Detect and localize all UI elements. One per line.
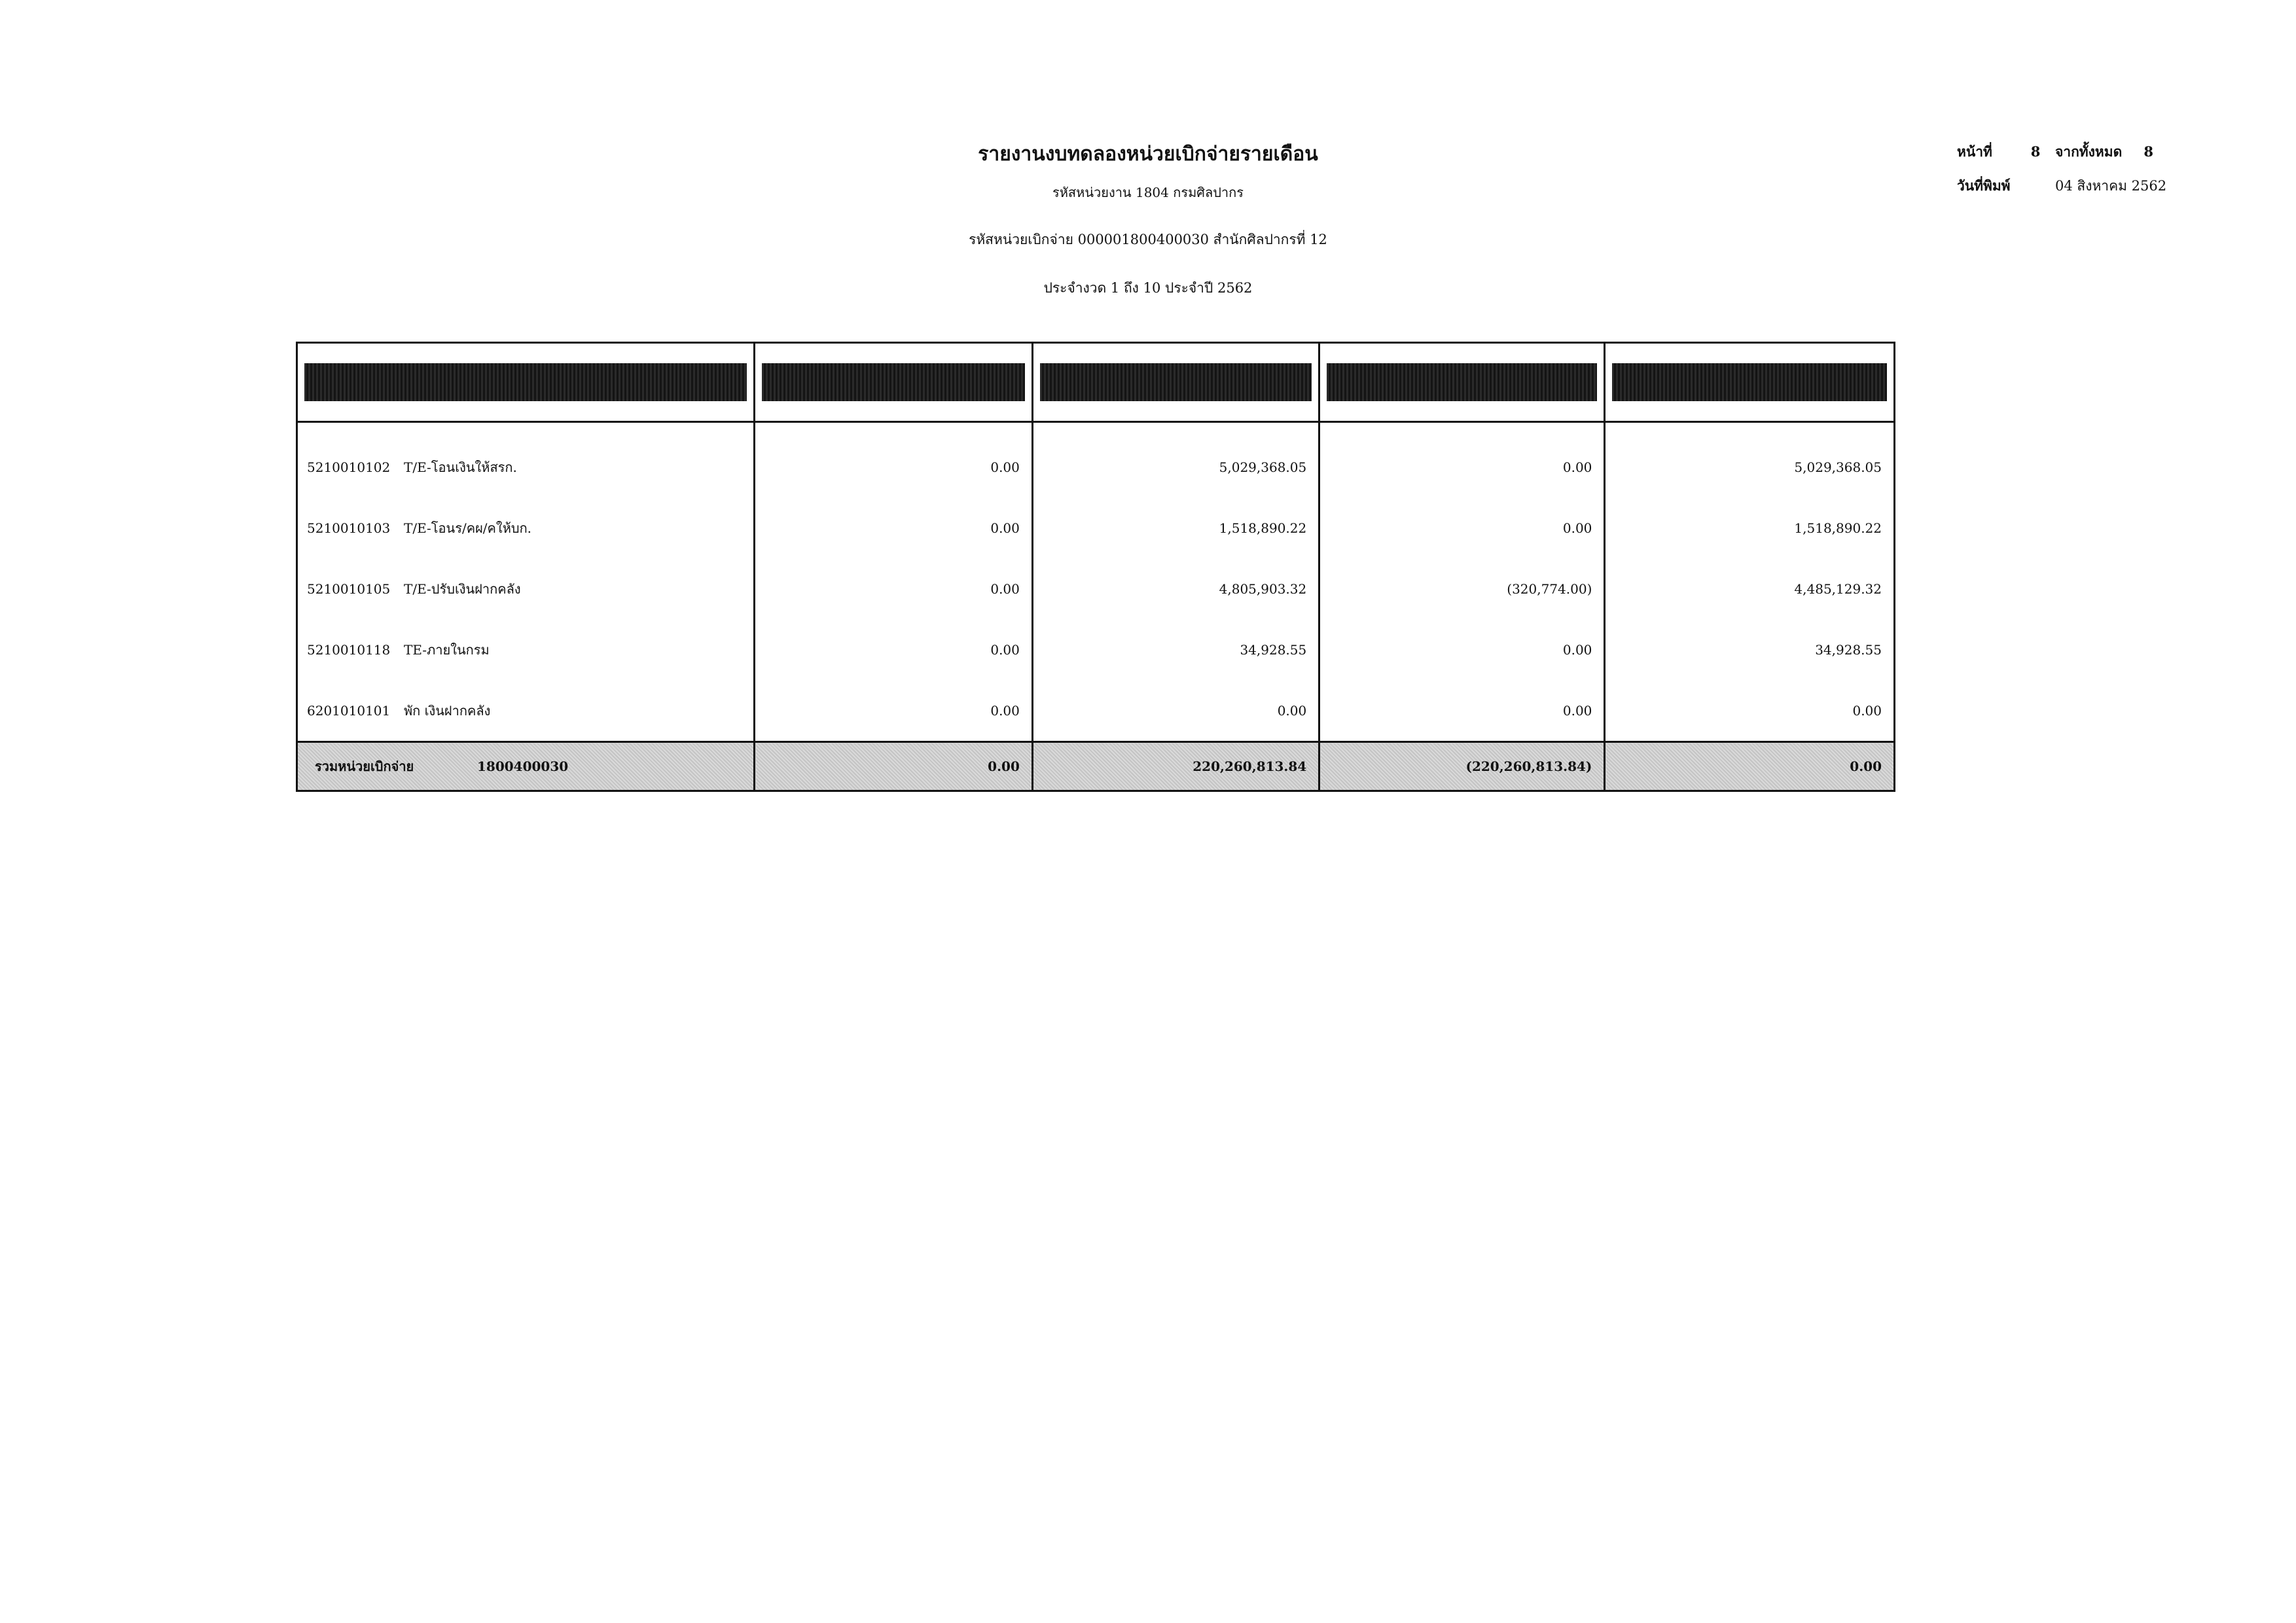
- total-unit-code: 1800400030: [477, 758, 569, 774]
- header-cell-4: [1605, 343, 1895, 422]
- amount-cell: 0.00: [1319, 497, 1605, 558]
- page-label: หน้าที่: [1957, 143, 1992, 160]
- total-row: [297, 742, 1895, 791]
- header-cell-3: [1319, 343, 1605, 422]
- period-line: ประจำงวด 1 ถึง 10 ประจำปี 2562: [1043, 280, 1253, 296]
- amount-cell: 1,518,890.22: [1605, 497, 1895, 558]
- page-info: [1957, 135, 2166, 203]
- account-code: 5210010103: [307, 520, 391, 536]
- table-row: [297, 680, 1895, 742]
- table-row: [297, 558, 1895, 619]
- amount-cell: 0.00: [755, 558, 1033, 619]
- amount-cell: 4,805,903.32: [1032, 558, 1319, 619]
- total-pages: 8: [2144, 143, 2153, 160]
- header-label-4: [1612, 363, 1887, 401]
- table-row: [297, 497, 1895, 558]
- account-code: 5210010118: [307, 641, 391, 658]
- amount-cell: 0.00: [1319, 619, 1605, 680]
- header-label-2: [1040, 363, 1312, 401]
- header-cell-account: [297, 343, 755, 422]
- header-label-1: [762, 363, 1025, 401]
- amount-cell: 5,029,368.05: [1605, 422, 1895, 498]
- amount-cell: 0.00: [755, 497, 1033, 558]
- account-name: TE-ภายในกรม: [404, 641, 490, 658]
- account-cell: [297, 558, 755, 619]
- amount-cell: 1,518,890.22: [1032, 497, 1319, 558]
- account-name: พัก เงินฝากคลัง: [404, 702, 491, 719]
- header-label-account: [304, 363, 747, 401]
- amount-cell: 34,928.55: [1605, 619, 1895, 680]
- account-code: 5210010102: [307, 459, 391, 475]
- table-header-row: [297, 343, 1895, 422]
- amount-cell: 4,485,129.32: [1605, 558, 1895, 619]
- total-amount-cell: (220,260,813.84): [1319, 742, 1605, 791]
- total-pages-label: จากทั้งหมด: [2055, 143, 2123, 160]
- account-cell: [297, 619, 755, 680]
- amount-cell: 0.00: [755, 619, 1033, 680]
- header-label-3: [1327, 363, 1597, 401]
- amount-cell: 0.00: [755, 680, 1033, 742]
- report-title: รายงานงบทดลองหน่วยเบิกจ่ายรายเดือน: [978, 143, 1318, 166]
- account-cell: [297, 680, 755, 742]
- amount-cell: 0.00: [755, 422, 1033, 498]
- amount-cell: 5,029,368.05: [1032, 422, 1319, 498]
- table-row: [297, 422, 1895, 498]
- print-date: 04 สิงหาคม 2562: [2055, 178, 2167, 194]
- total-label-cell: [297, 742, 755, 791]
- header-cell-2: [1032, 343, 1319, 422]
- amount-cell: 0.00: [1032, 680, 1319, 742]
- total-amount-cell: 0.00: [1605, 742, 1895, 791]
- amount-cell: 34,928.55: [1032, 619, 1319, 680]
- trial-balance-table: [296, 342, 1895, 792]
- total-amount-cell: 0.00: [755, 742, 1033, 791]
- amount-cell: (320,774.00): [1319, 558, 1605, 619]
- page-number: 8: [2030, 143, 2041, 160]
- account-code: 6201010101: [307, 702, 391, 719]
- amount-cell: 0.00: [1319, 680, 1605, 742]
- disbursement-unit-line: รหัสหน่วยเบิกจ่าย 000001800400030 สำนักศิลปากรที่ 12: [969, 232, 1327, 247]
- amount-cell: 0.00: [1605, 680, 1895, 742]
- table-row: [297, 619, 1895, 680]
- amount-cell: 0.00: [1319, 422, 1605, 498]
- account-name: T/E-ปรับเงินฝากคลัง: [404, 580, 521, 597]
- total-amount-cell: 220,260,813.84: [1032, 742, 1319, 791]
- account-name: T/E-โอนร/คผ/คให้บก.: [404, 520, 532, 536]
- header-cell-1: [755, 343, 1033, 422]
- print-date-label: วันที่พิมพ์: [1957, 177, 2011, 194]
- account-cell: [297, 497, 755, 558]
- account-name: T/E-โอนเงินให้สรก.: [404, 459, 517, 475]
- total-label: รวมหน่วยเบิกจ่าย: [315, 758, 414, 774]
- agency-line: รหัสหน่วยงาน 1804 กรมศิลปากร: [1052, 185, 1244, 200]
- account-cell: [297, 422, 755, 498]
- account-code: 5210010105: [307, 580, 391, 597]
